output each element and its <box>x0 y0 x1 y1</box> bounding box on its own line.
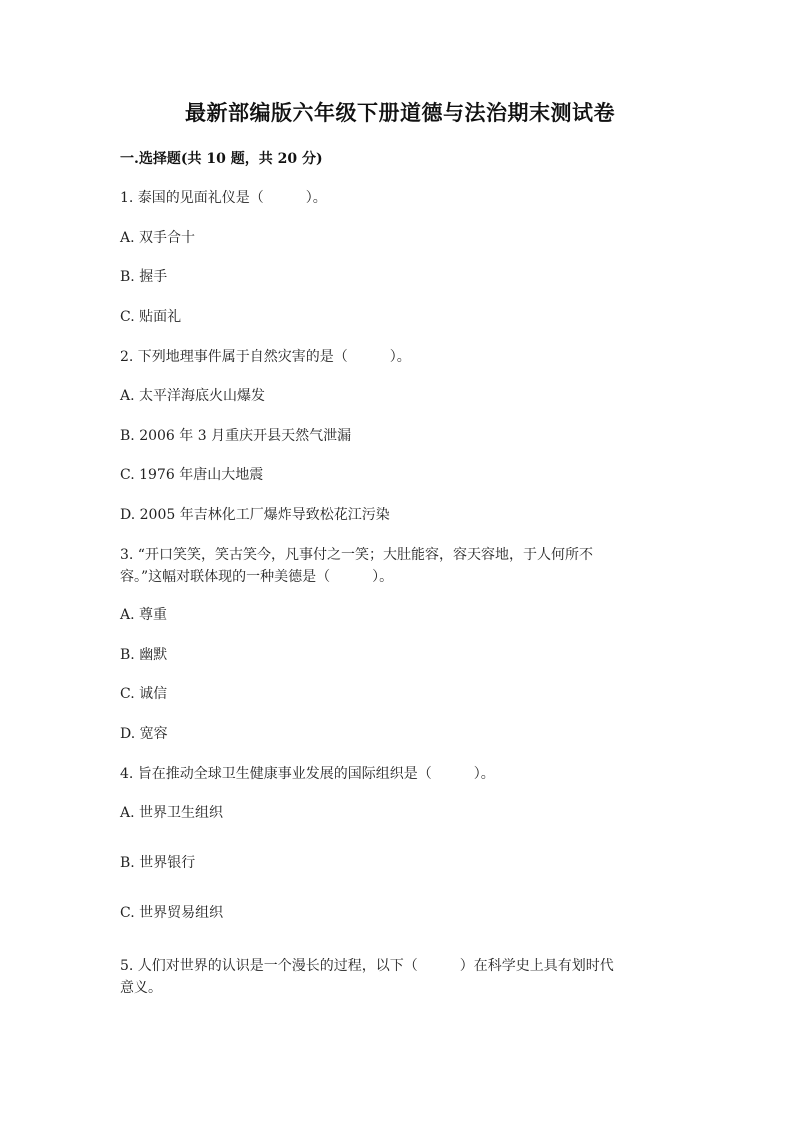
question-1-stem: 1. 泰国的见面礼仪是（ ）。 <box>120 190 327 206</box>
question-5-stem-line-2: 意义。 <box>120 980 162 996</box>
section-heading: 一.选择题(共 10 题，共 20 分) <box>120 151 323 167</box>
question-2-option-a[interactable]: A. 太平洋海底火山爆发 <box>120 388 266 404</box>
question-1-option-c[interactable]: C. 贴面礼 <box>120 309 182 325</box>
question-4-option-c[interactable]: C. 世界贸易组织 <box>120 905 224 921</box>
question-2-option-d[interactable]: D. 2005 年吉林化工厂爆炸导致松花江污染 <box>120 507 390 523</box>
document-title: 最新部编版六年级下册道德与法治期末测试卷 <box>185 100 615 125</box>
question-3-stem-line-1: 3. “开口笑笑，笑古笑今，凡事付之一笑；大肚能容，容天容地，于人何所不 <box>120 547 593 563</box>
question-3-option-c[interactable]: C. 诚信 <box>120 686 168 702</box>
question-3-stem-line-2: 容。”这幅对联体现的一种美德是（ ）。 <box>120 569 394 585</box>
question-4-option-b[interactable]: B. 世界银行 <box>120 855 196 871</box>
question-2-option-c[interactable]: C. 1976 年唐山大地震 <box>120 467 264 483</box>
question-1-option-a[interactable]: A. 双手合十 <box>120 230 196 246</box>
question-3-option-a[interactable]: A. 尊重 <box>120 607 168 623</box>
question-4-stem: 4. 旨在推动全球卫生健康事业发展的国际组织是（ ）。 <box>120 766 495 782</box>
question-3-option-d[interactable]: D. 宽容 <box>120 726 168 742</box>
question-2-stem: 2. 下列地理事件属于自然灾害的是（ ）。 <box>120 349 411 365</box>
question-1-option-b[interactable]: B. 握手 <box>120 269 168 285</box>
question-4-option-a[interactable]: A. 世界卫生组织 <box>120 805 224 821</box>
question-2-option-b[interactable]: B. 2006 年 3 月重庆开县天然气泄漏 <box>120 428 352 444</box>
question-5-stem-line-1: 5. 人们对世界的认识是一个漫长的过程，以下（ ）在科学史上具有划时代 <box>120 958 614 974</box>
question-3-option-b[interactable]: B. 幽默 <box>120 647 168 663</box>
